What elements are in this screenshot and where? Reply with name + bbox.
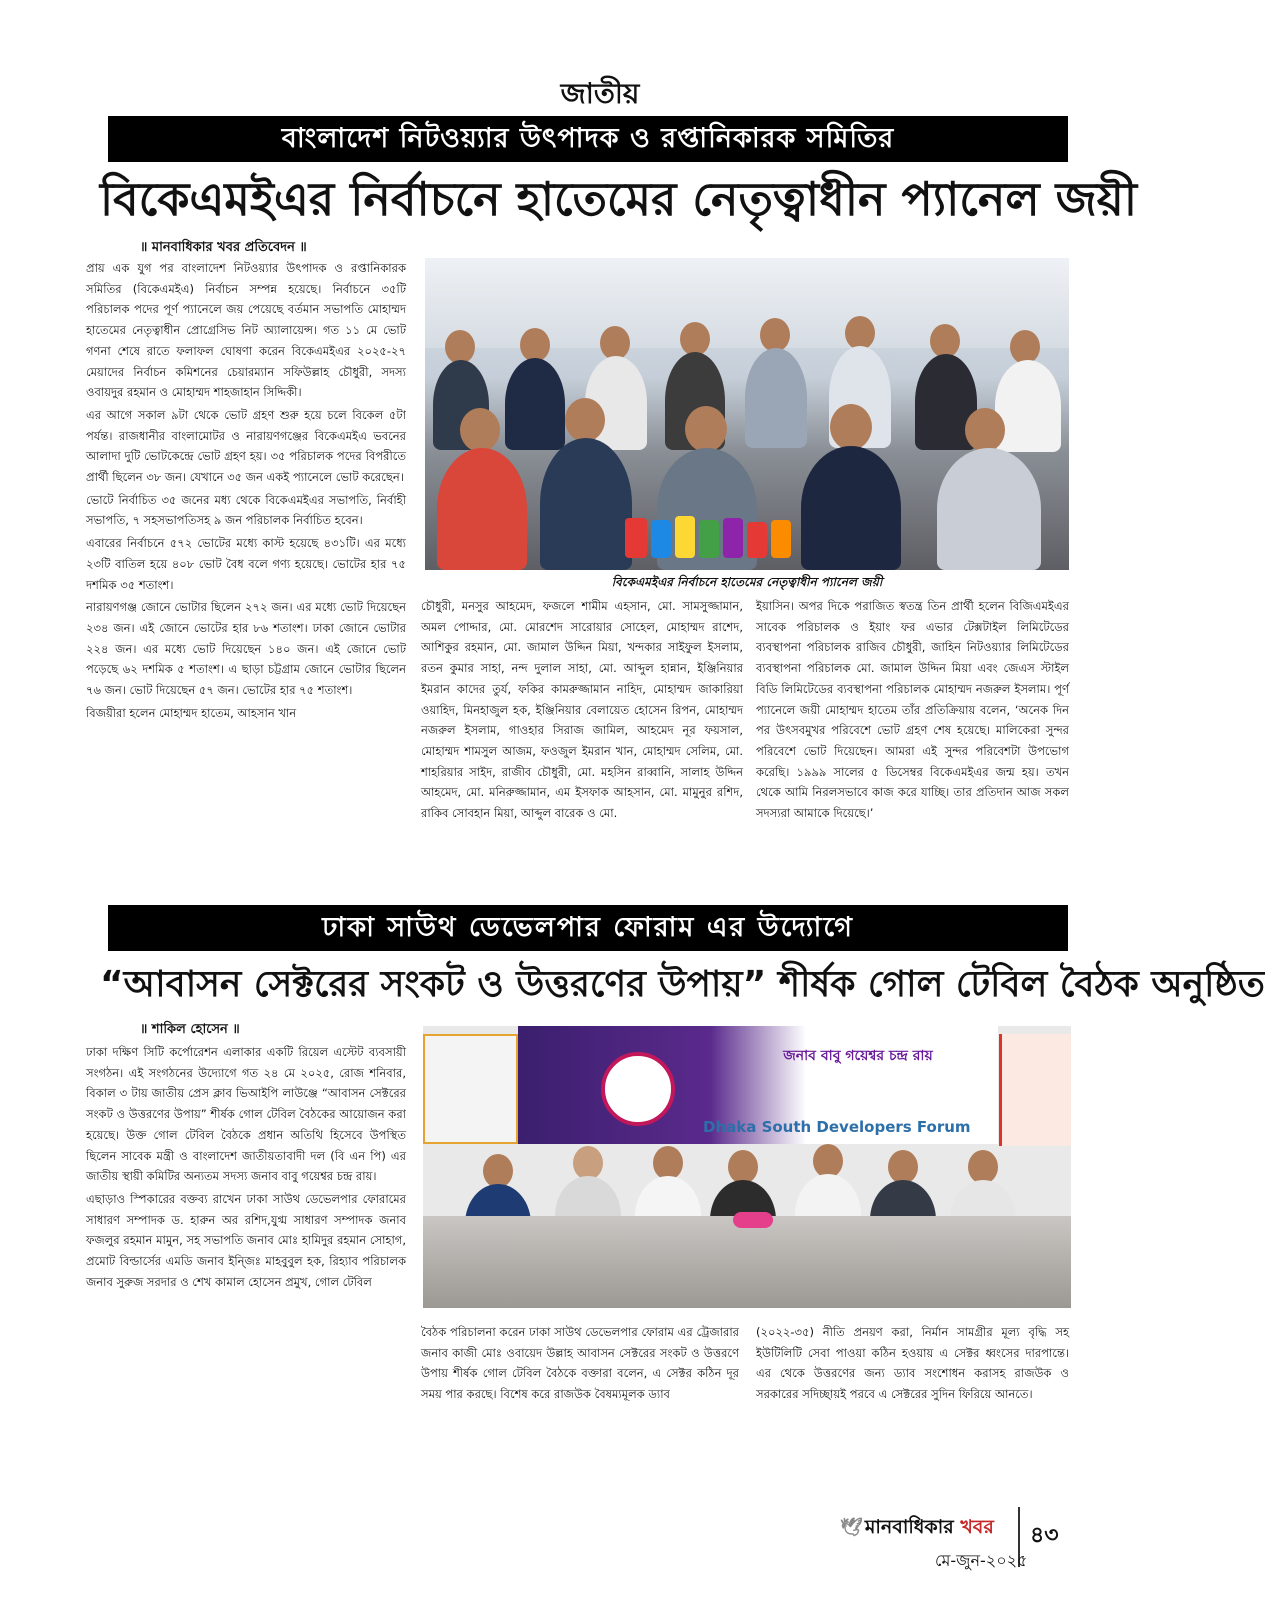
paragraph: নারায়ণগঞ্জ জোনে ভোটার ছিলেন ২৭২ জন। এর মধ্যে ভোট দিয়েছেন ২৩৪ জন। এই জোনে ভোটের হার ৮৬ শতাংশ। ঢাকা জোনে ভোটার ২২৪ জন। এর মধ্যে ভোট দিয়েছেন ১৪০ জন। এই জোনে ভোট পড়েছে ৬২ দশমিক ৫ শতাংশ। এ ছাড়া চট্টগ্রাম জোনে ভোটার ছিলেন ৭৬ জন। ভোট দিয়েছেন ৫৭ জন। ভোটের হার ৭৫ শতাংশ। <box>86 600 406 698</box>
article2-column-2 <box>421 1322 739 1446</box>
article2-column-3 <box>756 1322 1069 1446</box>
article1-column-2 <box>421 596 743 898</box>
paragraph: প্রায় এক যুগ পর বাংলাদেশ নিটওয়্যার উৎপাদক ও রপ্তানিকারক সমিতির (বিকেএমইএ) নির্বাচন সম্পন্ন হয়েছে। নির্বাচনে ৩৫টি পরিচালক পদের পূর্ণ প্যানেলে জয় পেয়েছে বর্তমান সভাপতি মোহাম্মদ হাতেমের নেতৃত্বাধীন প্রোগ্রেসিভ নিট অ্যালায়েন্স। গত ১১ মে ভোট গণনা শেষে রাতে ফলাফল ঘোষণা করেন বিকেএমইএর ২০২৫-২৭ মেয়াদের নির্বাচন কমিশনের চেয়ারম্যান সফিউল্লাহ চৌধুরী, সদস্য ওবায়দুর রহমান ও মোহাম্মদ শাহজাহান সিদ্দিকী। <box>86 261 406 400</box>
article2-byline: ॥ শাকিল হোসেন ॥ <box>140 1022 240 1037</box>
article2-column-1 <box>86 1042 406 1442</box>
logo-main: মানবাধিকার <box>864 1516 954 1538</box>
article1-headline: বিকেএমইএর নির্বাচনে হাতেমের নেতৃত্বাধীন প্যানেল জয়ী <box>100 172 1138 226</box>
issue-date: মে-জুন-২০২৫ <box>935 1551 1028 1570</box>
paragraph: এবারের নির্বাচনে ৫৭২ ভোটের মধ্যে কাস্ট হয়েছে ৪৩১টি। এর মধ্যে ২৩টি বাতিল হয়ে ৪০৮ ভোট বৈধ বলে গণ্য হয়েছে। ভোটের হার ৭৫ দশমিক ৩৫ শতাংশ। <box>86 536 406 592</box>
page-number: ৪৩ <box>1030 1523 1059 1548</box>
paragraph: (২০২২-৩৫) নীতি প্রনয়ণ করা, নির্মান সামগ্রীর মূল্য বৃদ্ধি সহ ইউটিলিটি সেবা পাওয়া কঠিন হওয়ায় এ সেক্টর ধ্বংসের দারপান্তে। এর থেকে উত্তরণের জন্য ড্যাব সংশোধন করাসহ রাজউক ও সরকারের সদিচ্ছায়ই পরবে এ সেক্টরের সুদিন ফিরিয়ে আনতে। <box>756 1325 1069 1402</box>
section-tag: জাতীয় <box>560 77 640 110</box>
photo-logo-text: Dhaka South Developers Forum <box>703 1118 971 1136</box>
paragraph: ঢাকা দক্ষিণ সিটি কর্পোরেশন এলাকার একটি রিয়েল এস্টেট ব্যবসায়ী সংগঠন। এই সংগঠনের উদ্যোগে গত ২৪ মে ২০২৫, রোজ শনিবার, বিকাল ৩ টায় জাতীয় প্রেস ক্লাব ভিআইপি লাউঞ্জে “আবাসন সেক্টরের সংকট ও উত্তরণের উপায়” শীর্ষক গোল টেবিল বৈঠকের আয়োজন করা হয়েছে। উক্ত গোল টেবিল বৈঠকে প্রধান অতিথি হিসেবে উপস্থিত ছিলেন সাবেক মন্ত্রী ও বাংলাদেশ জাতীয়তাবাদী দল (বি এন পি) এর জাতীয় স্থায়ী কমিটির অন্যতম সদস্য জনাব বাবু গয়েশ্বর চন্দ্র রায়। <box>86 1045 406 1184</box>
article2-kicker: ঢাকা সাউথ ডেভেলপার ফোরাম এর উদ্যোগে <box>108 905 1068 951</box>
paragraph: ভোটে নির্বাচিত ৩৫ জনের মধ্য থেকে বিকেএমইএর সভাপতি, নির্বাহী সভাপতি, ৭ সহসভাপতিসহ ৯ জন পরিচালক নির্বাচিত হবেন। <box>86 492 406 528</box>
paragraph: এর আগে সকাল ৯টা থেকে ভোট গ্রহণ শুরু হয়ে চলে বিকেল ৫টা পর্যন্ত। রাজধানীর বাংলামোটর ও নারায়ণগঞ্জের বিকেএমইএ ভবনের আলাদা দুটি ভোটকেন্দ্রে ভোট গ্রহণ হয়। ৩৫ পরিচালক পদের বিপরীতে প্রার্থী ছিলেন ৩৮ জন। যেখানে ৩৫ জন একই প্যানেলে ভোট করেছেন। <box>86 407 406 485</box>
article1-photo-caption: বিকেএমইএর নির্বাচনে হাতেমের নেতৃত্বাধীন প্যানেল জয়ী <box>611 575 883 589</box>
article2-photo <box>423 1026 1071 1308</box>
masthead-logo <box>840 1513 1012 1545</box>
article1-column-1 <box>86 258 406 898</box>
article1-column-3 <box>756 596 1069 898</box>
paragraph: বৈঠক পরিচালনা করেন ঢাকা সাউথ ডেভেলপার ফোরাম এর ট্রেজারার জনাব কাজী মোঃ ওবায়েদ উল্লাহ আবাসন সেক্টরের সংকট ও উত্তরণে উপায় শীর্ষক গোল টেবিল বৈঠকে বক্তারা বলেন, এ সেক্টর কঠিন দূর সময় পার করছে। বিশেষ করে রাজউক বৈষম্যমূলক ড্যাব <box>421 1325 739 1402</box>
article1-byline: ॥ মানবাধিকার খবর প্রতিবেদন ॥ <box>140 240 307 255</box>
photo-banner-text: জনাব বাবু গয়েশ্বর চন্দ্র রায় <box>783 1048 933 1064</box>
article2-headline: “আবাসন সেক্টরের সংকট ও উত্তরণের উপায়” শীর্ষক গোল টেবিল বৈঠক অনুষ্ঠিত <box>100 964 1265 1005</box>
paragraph: বিজয়ীরা হলেন মোহাম্মদ হাতেম, আহসান খান <box>86 705 297 720</box>
paragraph: এছাড়াও স্পিকারের বক্তব্য রাখেন ঢাকা সাউথ ডেভেলপার ফোরামের সাধারণ সম্পাদক ড. হারুন অর রশিদ,যুগ্ম সাধারণ সম্পাদক জনাব ফজলুর রহমান মামুন, সহ সভাপতি জনাব মোঃ হামিদুর রহমান সোহাগ, প্রমোট বিল্ডার্সের এমডি জনাব ইন্জিঃ মাহবুবুল হক, রিহ্যাব পরিচালক জনাব সুরুজ সরদার ও শেখ কামাল হোসেন প্রমুখ, গোল টেবিল <box>86 1191 406 1289</box>
article1-photo <box>425 258 1069 570</box>
logo-accent: খবর <box>960 1516 994 1538</box>
bird-icon: 🕊 <box>840 1517 863 1538</box>
paragraph: চৌধুরী, মনসুর আহমেদ, ফজলে শামীম এহসান, মো. সামসুজ্জামান, অমল পোদ্দার, মো. মোরশেদ সারোয়ার সোহেল, মোহাম্মদ রাশেদ, আশিকুর রহমান, মো. জামাল উদ্দিন মিয়া, খন্দকার সাইফুল ইসলাম, রতন কুমার সাহা, নন্দ দুলাল সাহা, মো. আব্দুল হান্নান, ইঞ্জিনিয়ার ইমরান কাদের তুর্য, ফকির কামরুজ্জামান নাহিদ, মোহাম্মদ জাকারিয়া ওয়াহিদ, মিনহাজুল হক, ইঞ্জিনিয়ার বেলায়েত হোসেন রিপন, মোহাম্মদ নজরুল ইসলাম, গাওহার সিরাজ জামিল, আহমেদ নূর ফয়সাল, মোহাম্মদ শামসুল আজম, ফওজুল ইমরান খান, মোহাম্মদ সেলিম, মো. শাহরিয়ার সাইদ, রাজীব চৌধুরী, মো. মহসিন রাব্বানি, সালাহ উদ্দিন আহমেদ, মো. মনিরুজ্জামান, এম ইসফাক আহসান, মো. মামুনুর রশিদ, রাকিব সোবহান মিয়া, আব্দুল বারেক ও মো. <box>421 599 743 821</box>
article1-kicker: বাংলাদেশ নিটওয়্যার উৎপাদক ও রপ্তানিকারক সমিতির <box>108 116 1068 162</box>
paragraph: ইয়াসিন। অপর দিকে পরাজিত স্বতন্ত্র তিন প্রার্থী হলেন বিজিএমইএর সাবেক পরিচালক ও ইয়াং ফর এভার টেক্সটাইল লিমিটেডের ব্যবস্থাপনা পরিচালক রাজিব চৌধুরী, জাহিন নিটওয়্যার লিমিটেডের ব্যবস্থাপনা পরিচালক মো. জামাল উদ্দিন মিয়া এবং জেএস স্টাইল বিডি লিমিটেডের ব্যবস্থাপনা পরিচালক মোহাম্মদ নজরুল ইসলাম। পূর্ণ প্যানেলে জয়ী মোহাম্মদ হাতেম তাঁর প্রতিক্রিয়ায় বলেন, ‘অনেক দিন পর উৎসবমুখর পরিবেশে ভোট গ্রহণ শেষ হয়েছে। মালিকেরা সুন্দর পরিবেশে ভোট দিয়েছেন। আমরা এই সুন্দর পরিবেশটা উপভোগ করেছি। ১৯৯৯ সালের ৫ ডিসেম্বর বিকেএমইএর জন্ম হয়। তখন থেকে আমি নিরলসভাবে কাজ করে যাচ্ছি। তার প্রতিদান আজ সকল সদস্যরা আমাকে দিয়েছে।’ <box>756 599 1069 821</box>
